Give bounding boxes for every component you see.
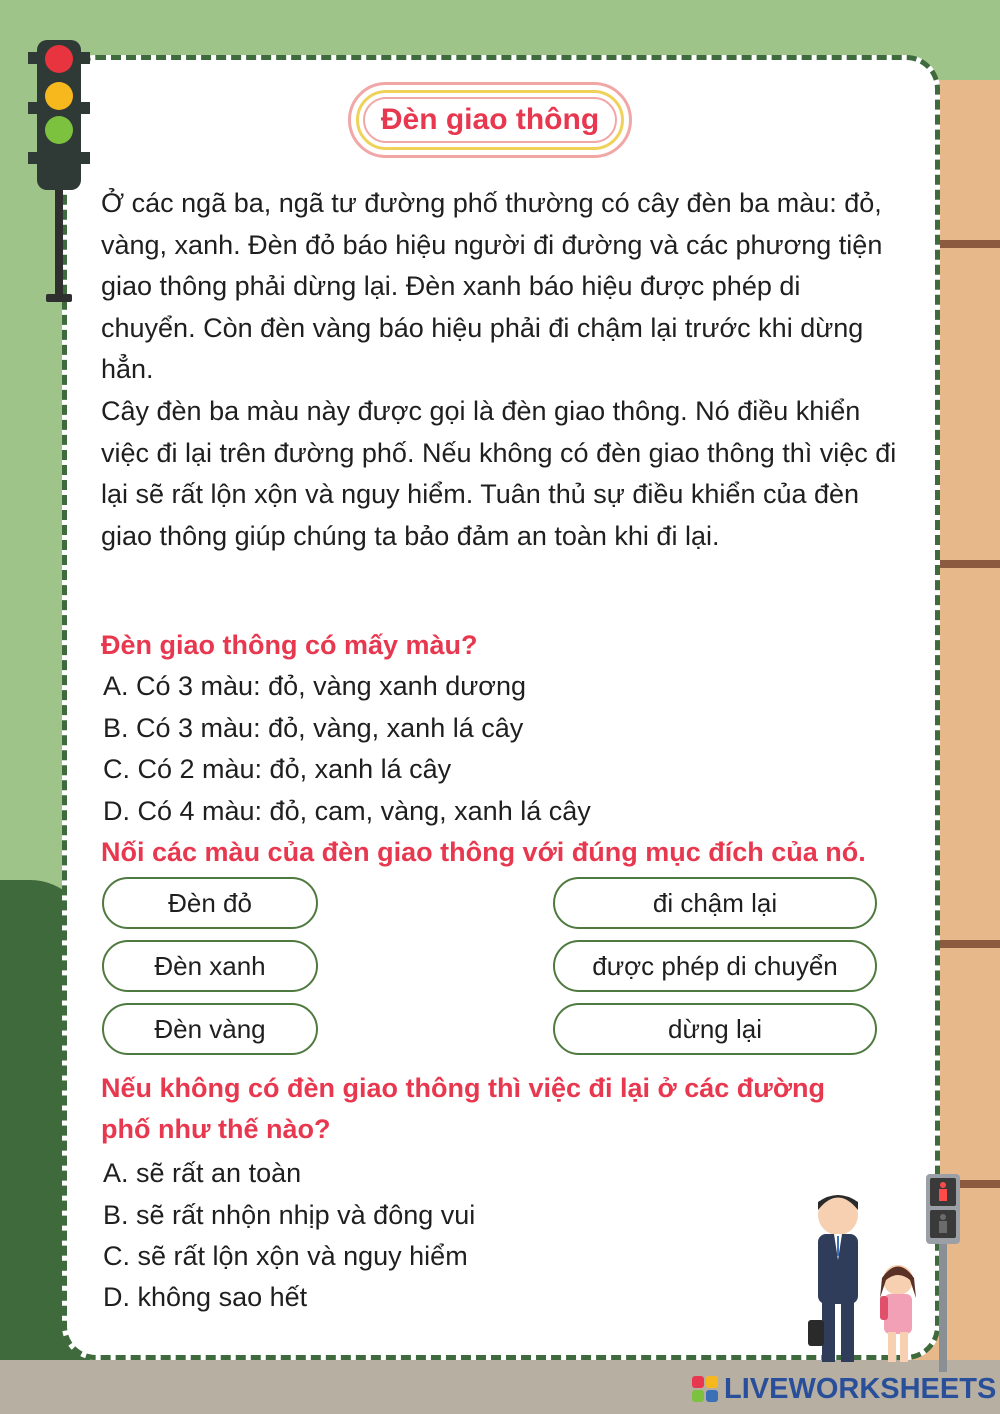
question-3-option-b[interactable]: B. sẽ rất nhộn nhịp và đông vui — [103, 1200, 476, 1230]
match-right-may-move[interactable]: được phép di chuyển — [553, 940, 877, 992]
match-left-yellow[interactable]: Đèn vàng — [102, 1003, 318, 1055]
question-1-prompt: Đèn giao thông có mấy màu? — [101, 630, 478, 660]
question-1-option-b[interactable]: B. Có 3 màu: đỏ, vàng, xanh lá cây — [103, 713, 524, 743]
red-lamp-icon — [45, 45, 73, 73]
green-lamp-icon — [45, 116, 73, 144]
match-right-slow-down[interactable]: đi chậm lại — [553, 877, 877, 929]
question-3-option-a[interactable]: A. sẽ rất an toàn — [103, 1158, 302, 1188]
liveworksheets-logo-icon — [692, 1376, 718, 1402]
question-1-option-a[interactable]: A. Có 3 màu: đỏ, vàng xanh dương — [103, 671, 527, 701]
question-3-option-d[interactable]: D. không sao hết — [103, 1282, 308, 1312]
passage-paragraph-2: Cây đèn ba màu này được gọi là đèn giao thông. Nó điều khiển việc đi lại trên đường phố. Nếu không có đèn giao thông thì việc đi lại sẽ rất lộn xộn và nguy hiểm. Tuân thủ sự điều khiển của đèn giao thông giúp chúng ta bảo đảm an toàn khi đi lại. — [101, 395, 897, 551]
question-1-option-c[interactable]: C. Có 2 màu: đỏ, xanh lá cây — [103, 754, 452, 784]
page-title: Đèn giao thông — [380, 103, 600, 136]
title-badge — [348, 82, 632, 158]
passage-paragraph-1: Ở các ngã ba, ngã tư đường phố thường có cây đèn ba màu: đỏ, vàng, xanh. Đèn đỏ báo hiệu người đi đường và các phương tiện giao thông phải dừng lại. Đèn xanh báo hiệu được phép di chuyển. Còn đèn vàng báo hiệu phải đi chậm lại trước khi dừng hẳn. — [101, 188, 883, 385]
question-3-option-c[interactable]: C. sẽ rất lộn xộn và nguy hiểm — [103, 1241, 468, 1271]
yellow-lamp-icon — [45, 82, 73, 110]
question-1-option-d[interactable]: D. Có 4 màu: đỏ, cam, vàng, xanh lá cây — [103, 796, 591, 826]
watermark — [692, 1372, 996, 1406]
question-2-prompt: Nối các màu của đèn giao thông với đúng mục đích của nó. — [101, 837, 866, 867]
match-left-red[interactable]: Đèn đỏ — [102, 877, 318, 929]
question-3-prompt-line-1: Nếu không có đèn giao thông thì việc đi lại ở các đường — [101, 1073, 826, 1103]
question-3-prompt-line-2: phố như thế nào? — [101, 1114, 331, 1144]
traffic-light-icon — [28, 40, 90, 270]
match-right-stop[interactable]: dừng lại — [553, 1003, 877, 1055]
man-and-girl-illustration — [790, 1170, 970, 1370]
match-left-green[interactable]: Đèn xanh — [102, 940, 318, 992]
watermark-text: LIVEWORKSHEETS — [724, 1372, 997, 1405]
reading-passage — [101, 183, 901, 557]
